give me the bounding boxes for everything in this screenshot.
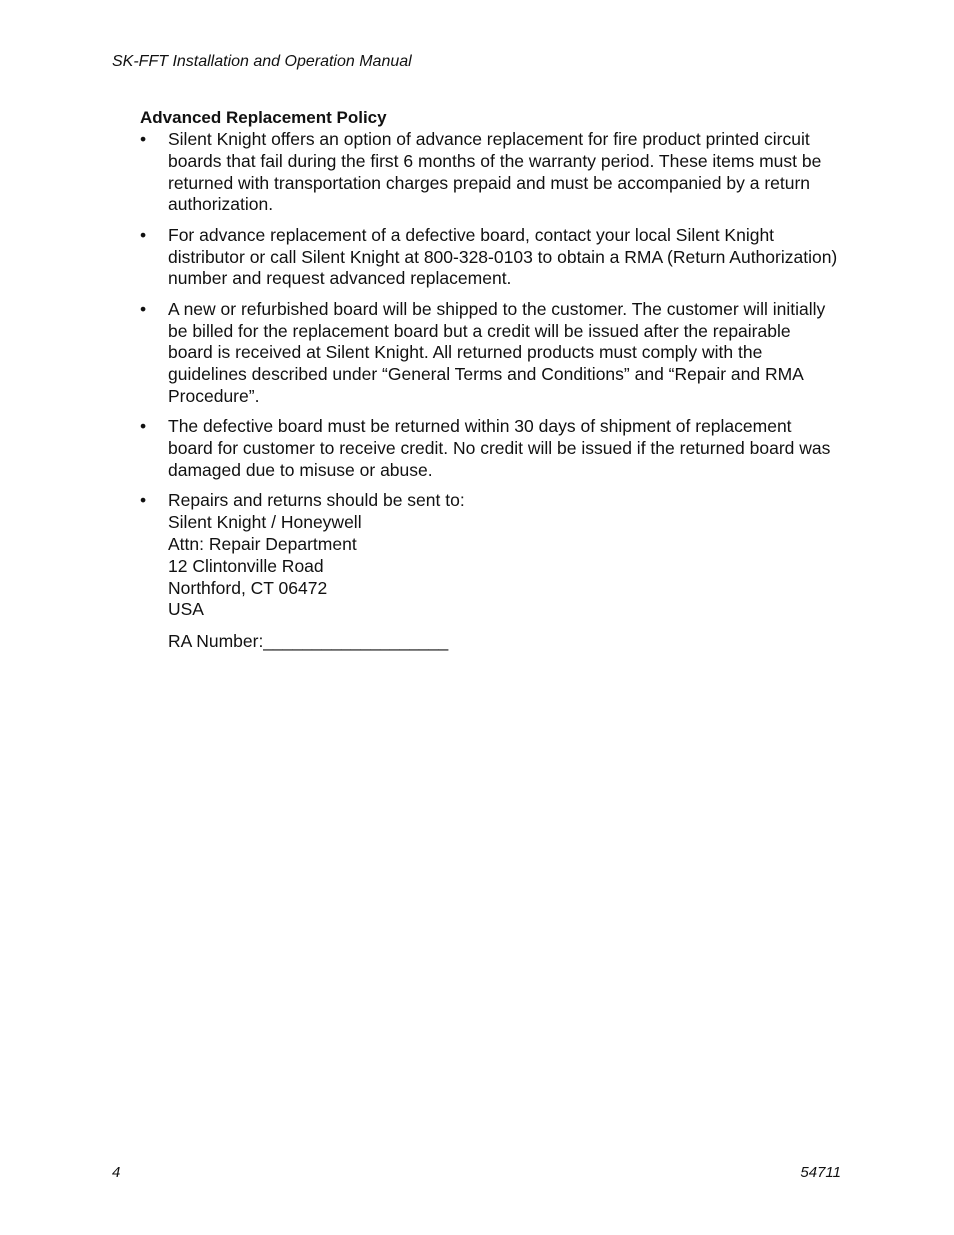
address-line-attention: Attn: Repair Department: [168, 533, 357, 554]
footer-page-number: 4: [112, 1164, 121, 1181]
policy-bullet-list: [140, 129, 840, 653]
address-line-company: Silent Knight / Honeywell: [168, 512, 362, 533]
bullet-text: Silent Knight offers an option of advance replacement for fire product printed circuit boards that fail during the first 6 months of the warranty period. These items must be returned with transportation charges prepaid and must be accompanied by a return authorization.: [168, 129, 822, 215]
policy-bullet-item: [140, 416, 840, 481]
bullet-text: For advance replacement of a defective board, contact your local Silent Knight distributor or call Silent Knight at 800-328-0103 to obtain a RMA (Return Authorization) number and request advanced replacement.: [168, 224, 838, 289]
bullet-text: A new or refurbished board will be shipped to the customer. The customer will initially be billed for the replacement board but a credit will be issued after the repairable board is received at Silent Knight. All returned products must comply with the guidelines described under “General Terms and Conditions” and “Repair and RMA Procedure”.: [168, 298, 826, 406]
bullet-icon: •: [140, 224, 147, 245]
policy-bullet-item: [140, 129, 840, 216]
advanced-replacement-policy-section: [140, 107, 840, 662]
bullet-icon: •: [140, 298, 147, 319]
address-line-city: Northford, CT 06472: [168, 577, 328, 598]
shipping-bullet-item: [140, 490, 840, 653]
section-title: Advanced Replacement Policy: [140, 108, 387, 127]
address-line-street: 12 Clintonville Road: [168, 555, 324, 576]
bullet-text: The defective board must be returned within 30 days of shipment of replacement board for customer to receive credit. No credit will be issued if the returned board was damaged due to misuse or abuse.: [168, 416, 831, 480]
bullet-icon: •: [140, 129, 147, 149]
footer-document-number: 54711: [800, 1164, 841, 1181]
shipping-intro: Repairs and returns should be sent to:: [168, 490, 465, 511]
policy-bullet-item: [140, 225, 840, 290]
ra-number-field: RA Number:___________________: [168, 631, 449, 652]
bullet-icon: •: [140, 490, 147, 511]
shipping-block: [168, 490, 840, 653]
policy-bullet-item: [140, 299, 840, 408]
bullet-icon: •: [140, 416, 147, 437]
running-header-title: SK-FFT Installation and Operation Manual: [112, 53, 412, 70]
address-line-country: USA: [168, 599, 204, 620]
